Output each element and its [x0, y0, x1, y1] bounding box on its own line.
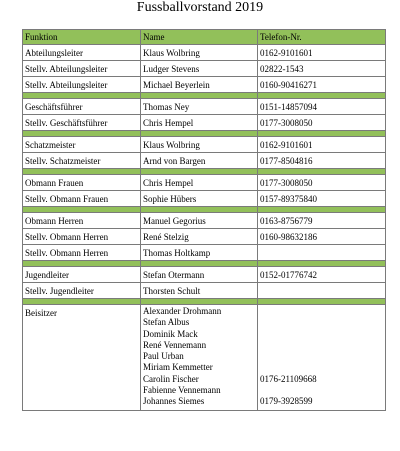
funktion-cell: Obmann Herren: [23, 213, 141, 229]
table-row: [23, 191, 386, 207]
beisitzer-name: Miriam Kemmetter: [143, 362, 213, 373]
funktion-cell: Abteilungsleiter: [23, 45, 141, 61]
telefon-cell: 0160-98632186: [258, 229, 386, 245]
table-row: [23, 229, 386, 245]
funktion-cell: Schatzmeister: [23, 137, 141, 153]
funktion-cell: Beisitzer: [23, 305, 141, 411]
funktion-cell: Stellv. Schatzmeister: [23, 153, 141, 169]
funktion-cell: Stellv. Geschäftsführer: [23, 115, 141, 131]
funktion-cell: Stellv. Obmann Herren: [23, 245, 141, 261]
beisitzer-phones-cell: [258, 305, 386, 411]
telefon-cell: 0160-90416271: [258, 77, 386, 93]
telefon-cell: [258, 283, 386, 299]
board-table: [22, 29, 386, 411]
table-row: [23, 61, 386, 77]
table-row: [23, 77, 386, 93]
telefon-cell: 0152-01776742: [258, 267, 386, 283]
beisitzer-names-cell: [141, 305, 258, 411]
beisitzer-phone: [260, 306, 383, 317]
table-row: [23, 175, 386, 191]
header-telefon: Telefon-Nr.: [258, 30, 386, 45]
beisitzer-phone: [260, 340, 383, 351]
telefon-cell: [258, 245, 386, 261]
name-cell: Manuel Gegorius: [141, 213, 258, 229]
table-row: [23, 153, 386, 169]
beisitzer-name: Johannes Siemes: [143, 396, 205, 407]
funktion-cell: Stellv. Abteilungsleiter: [23, 77, 141, 93]
funktion-cell: Jugendleiter: [23, 267, 141, 283]
name-cell: Klaus Wolbring: [141, 137, 258, 153]
table-row: [23, 245, 386, 261]
name-cell: Michael Beyerlein: [141, 77, 258, 93]
telefon-cell: 0177-3008050: [258, 175, 386, 191]
name-cell: Chris Hempel: [141, 175, 258, 191]
funktion-cell: Stellv. Obmann Frauen: [23, 191, 141, 207]
telefon-cell: 0151-14857094: [258, 99, 386, 115]
funktion-cell: Stellv. Jugendleiter: [23, 283, 141, 299]
table-row: [23, 115, 386, 131]
beisitzer-name: Paul Urban: [143, 351, 184, 362]
table-row: [23, 267, 386, 283]
name-cell: Sophie Hübers: [141, 191, 258, 207]
table-row: [23, 137, 386, 153]
beisitzer-phone: [260, 351, 383, 362]
beisitzer-phone: [260, 329, 383, 340]
name-cell: Chris Hempel: [141, 115, 258, 131]
header-name: Name: [141, 30, 258, 45]
beisitzer-name: Fabienne Vennemann: [143, 385, 221, 396]
beisitzer-name: René Vennemann: [143, 339, 207, 350]
name-cell: Thomas Ney: [141, 99, 258, 115]
beisitzer-phone: [260, 385, 383, 396]
funktion-cell: Stellv. Obmann Herren: [23, 229, 141, 245]
telefon-cell: 0163-8756779: [258, 213, 386, 229]
name-cell: Thomas Holtkamp: [141, 245, 258, 261]
name-cell: Ludger Stevens: [141, 61, 258, 77]
funktion-cell: Stellv. Abteilungsleiter: [23, 61, 141, 77]
name-cell: René Stelzig: [141, 229, 258, 245]
beisitzer-name: Alexander Drohmann: [143, 306, 222, 316]
table-header-row: [23, 30, 386, 45]
beisitzer-name: Dominik Mack: [143, 328, 198, 339]
header-funktion: Funktion: [23, 30, 141, 45]
table-row: [23, 99, 386, 115]
telefon-cell: 02822-1543: [258, 61, 386, 77]
beisitzer-phone: [260, 317, 383, 328]
funktion-cell: Obmann Frauen: [23, 175, 141, 191]
beisitzer-row: [23, 305, 386, 411]
telefon-cell: 0162-9101601: [258, 137, 386, 153]
telefon-cell: 0177-8504816: [258, 153, 386, 169]
name-cell: Stefan Otermann: [141, 267, 258, 283]
name-cell: Arnd von Bargen: [141, 153, 258, 169]
table-row: [23, 213, 386, 229]
telefon-cell: 0162-9101601: [258, 45, 386, 61]
name-cell: Thorsten Schult: [141, 283, 258, 299]
telefon-cell: 0177-3008050: [258, 115, 386, 131]
document-title: Fussballvorstand 2019: [136, 0, 264, 15]
name-cell: Klaus Wolbring: [141, 45, 258, 61]
beisitzer-phone: [260, 362, 383, 373]
funktion-cell: Geschäftsführer: [23, 99, 141, 115]
telefon-cell: 0157-89375840: [258, 191, 386, 207]
table-row: [23, 283, 386, 299]
beisitzer-phone: 0179-3928599: [260, 396, 313, 407]
beisitzer-name: Stefan Albus: [143, 317, 190, 328]
beisitzer-phone: 0176-21109668: [260, 373, 317, 384]
table-row: [23, 45, 386, 61]
beisitzer-name: Carolin Fischer: [143, 373, 199, 384]
